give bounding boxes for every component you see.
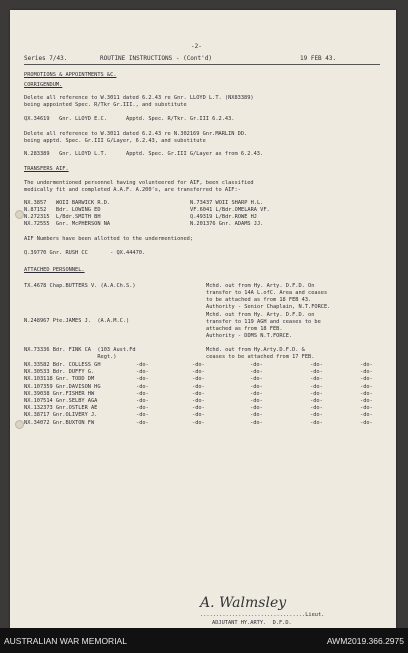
signature-title: ADJUTANT HY.ARTY. D.F.D.	[212, 620, 292, 626]
attached-row-name: NX.107359 Gnr.DAVISON HG	[24, 383, 101, 390]
attached-row-name: NX.30533 Bdr. DUFFY G.	[24, 369, 95, 376]
ditto-mark: -do-	[136, 398, 149, 404]
transfer-item: VF.6041 L/Bdr.OMELARA VF.	[190, 207, 270, 213]
punch-hole	[15, 420, 24, 429]
ditto-mark: -do-	[192, 412, 205, 419]
ditto-mark: -do-	[310, 412, 323, 419]
attached-row-name: NX.132373 Gnr.OSTLER AE	[24, 405, 98, 412]
transfer-item: NX.3857 WOII BARWICK R.D.	[24, 200, 111, 206]
transfer-item: N.73437 WOII SHARP H.L.	[190, 200, 264, 206]
ditto-mark: -do-	[192, 419, 205, 426]
ditto-mark: -do-	[250, 376, 263, 383]
signature-line: .................................Lieut.	[200, 612, 325, 618]
attached-entry-detail: Mchd. out from Hy.Arty.D.F.D. &	[206, 347, 305, 353]
attached-entry-name: NX.73336 Bdr. FINK CA (103 Aust.Fd	[24, 347, 136, 353]
header-rule	[24, 64, 380, 65]
ditto-mark: -do-	[360, 412, 373, 419]
ditto-mark: -do-	[136, 369, 149, 376]
paragraph-line: being appointed Spec. R/Tkr Gr.III., and substitute	[24, 102, 187, 108]
attached-row-name: NX.38717 Gnr.OLIVERY J.	[24, 412, 98, 419]
attached-entry-detail: transfer to 14A L.ofC. Area and ceases	[206, 290, 328, 296]
ditto-mark: -do-	[192, 398, 205, 404]
ditto-mark: -do-	[136, 383, 149, 390]
ditto-mark: -do-	[310, 405, 323, 412]
transfer-item: N.87152 Bdr. LOWING ED	[24, 207, 101, 213]
ditto-mark: -do-	[310, 390, 323, 397]
ditto-mark: -do-	[250, 405, 263, 412]
series-label: Series 7/43.	[24, 55, 68, 62]
ditto-mark: -do-	[250, 362, 263, 368]
ditto-mark: -do-	[310, 419, 323, 426]
attached-entry-name: Regt.)	[24, 354, 117, 360]
paragraph-line: medically fit and completed A.A.F. A.200's, are transferred to AIF:-	[24, 187, 241, 193]
attached-entry-detail: ceases to be attached from 17 FEB.	[206, 354, 315, 360]
ditto-mark: -do-	[310, 369, 323, 376]
attached-row-name: NX.33582 Bdr. COLLESS GH	[24, 362, 101, 368]
transfer-item: Q.49319 L/Bdr.ROWE HJ	[190, 214, 257, 220]
ditto-mark: -do-	[250, 369, 263, 376]
ditto-mark: -do-	[250, 398, 263, 404]
attached-row-name: NX.34072 Gnr.BUXTON FW	[24, 419, 95, 426]
paragraph-line: The undermentioned personnel having volunteered for AIF, been classified	[24, 180, 254, 186]
transfer-item: N.272315 L/Bdr.SMITH BH	[24, 214, 101, 220]
ditto-mark: -do-	[136, 419, 149, 426]
ditto-mark: -do-	[360, 383, 373, 390]
attached-row-name: NX.103118 Gnr. TODD DM	[24, 376, 95, 383]
ditto-mark: -do-	[192, 369, 205, 376]
attached-entry-name: TX.4678 Chap.BUTTERS V. (A.A.Ch.S.)	[24, 283, 136, 289]
ditto-mark: -do-	[136, 405, 149, 412]
ditto-mark: -do-	[136, 412, 149, 419]
ditto-mark: -do-	[250, 412, 263, 419]
attached-entry-detail: Mchd. out from Hy. Arty. D.F.D. On	[206, 283, 315, 289]
ditto-mark: -do-	[360, 390, 373, 397]
ditto-mark: -do-	[360, 405, 373, 412]
section-heading-promotions: PROMOTIONS & APPOINTMENTS &C.	[24, 72, 117, 78]
ditto-mark: -do-	[192, 376, 205, 383]
page-number: -2-	[191, 43, 202, 50]
section-heading-attached: ATTACHED PERSONNEL.	[24, 267, 85, 273]
paragraph-line: being apptd. Spec. Gr.III G/Layer, 6.2.43, and substitute	[24, 138, 206, 144]
section-heading-transfers: TRANSFERS AIF.	[24, 166, 69, 172]
attached-entry-detail: Mchd. out from Hy. Arty. D.F.D. on	[206, 312, 315, 318]
transfer-item: N.201376 Gnr. ADAMS JJ.	[190, 221, 264, 227]
ditto-mark: -do-	[136, 390, 149, 397]
attached-entry-name: N.248967 Pte.JAMES J. (A.A.M.C.)	[24, 318, 130, 324]
ditto-mark: -do-	[192, 383, 205, 390]
document-page	[10, 10, 396, 628]
paragraph-line: Delete all reference to W.3011 dated 6.2.43 re N.302169 Gnr.MARLIN DD.	[24, 131, 248, 137]
attached-row-name: NX.107514 Gnr.SELBY AGA	[24, 398, 98, 404]
ditto-mark: -do-	[310, 398, 323, 404]
ditto-mark: -do-	[136, 362, 149, 368]
attached-entry-detail: to be attached as from 18 FEB 43.	[206, 297, 312, 303]
ditto-mark: -do-	[310, 383, 323, 390]
ditto-mark: -do-	[250, 383, 263, 390]
attached-row-name: NX.39038 Gnr.FISHER HW	[24, 390, 95, 397]
subheading-corrigendum: CORRIGENDUM.	[24, 82, 63, 88]
ditto-mark: -do-	[310, 362, 323, 368]
ditto-mark: -do-	[360, 369, 373, 376]
punch-hole	[15, 210, 24, 219]
ditto-mark: -do-	[250, 419, 263, 426]
ditto-mark: -do-	[250, 390, 263, 397]
attached-entry-detail: transfer to 119 AGH and ceases to be	[206, 319, 321, 325]
footer-institution: AUSTRALIAN WAR MEMORIAL	[4, 636, 127, 646]
paragraph-line: AIF Numbers have been allotted to the undermentioned;	[24, 236, 194, 242]
paragraph-line: Delete all reference to W.3011 dated 6.2.43 re Gnr. LLOYD L.T. (NX83389)	[24, 95, 254, 101]
ditto-mark: -do-	[310, 376, 323, 383]
attached-entry-detail: attached as from 18 FEB.	[206, 326, 283, 332]
ditto-mark: -do-	[192, 362, 205, 368]
ditto-mark: -do-	[360, 419, 373, 426]
document-title: ROUTINE INSTRUCTIONS - (Cont'd)	[100, 55, 212, 62]
ditto-mark: -do-	[360, 398, 373, 404]
ditto-mark: -do-	[360, 376, 373, 383]
allotment-line: Q.39770 Gnr. RUSH CC - QX.44470.	[24, 250, 146, 256]
entry-line: QX.34619 Gnr. LLOYD E.C. Apptd. Spec. R/Tkr. Gr.III 6.2.43.	[24, 116, 235, 122]
ditto-mark: -do-	[192, 390, 205, 397]
handwritten-signature: A. Walmsley	[200, 595, 287, 611]
document-date: 19 FEB 43.	[300, 55, 337, 62]
footer-accession-number: AWM2019.366.2975	[326, 636, 404, 646]
ditto-mark: -do-	[136, 376, 149, 383]
entry-line: N.283389 Gnr. LLOYD L.T. Apptd. Spec. Gr.III G/Layer as from 6.2.43.	[24, 151, 264, 157]
transfer-item: NX.72555 Gnr. McPHERSON NA	[24, 221, 111, 227]
archive-footer	[0, 628, 408, 653]
attached-entry-detail: Authority - Senior Chaplain, N.T.FORCE.	[206, 304, 331, 310]
attached-entry-detail: Authority - DDMS N.T.FORCE.	[206, 333, 293, 339]
ditto-mark: -do-	[360, 362, 373, 368]
ditto-mark: -do-	[192, 405, 205, 412]
